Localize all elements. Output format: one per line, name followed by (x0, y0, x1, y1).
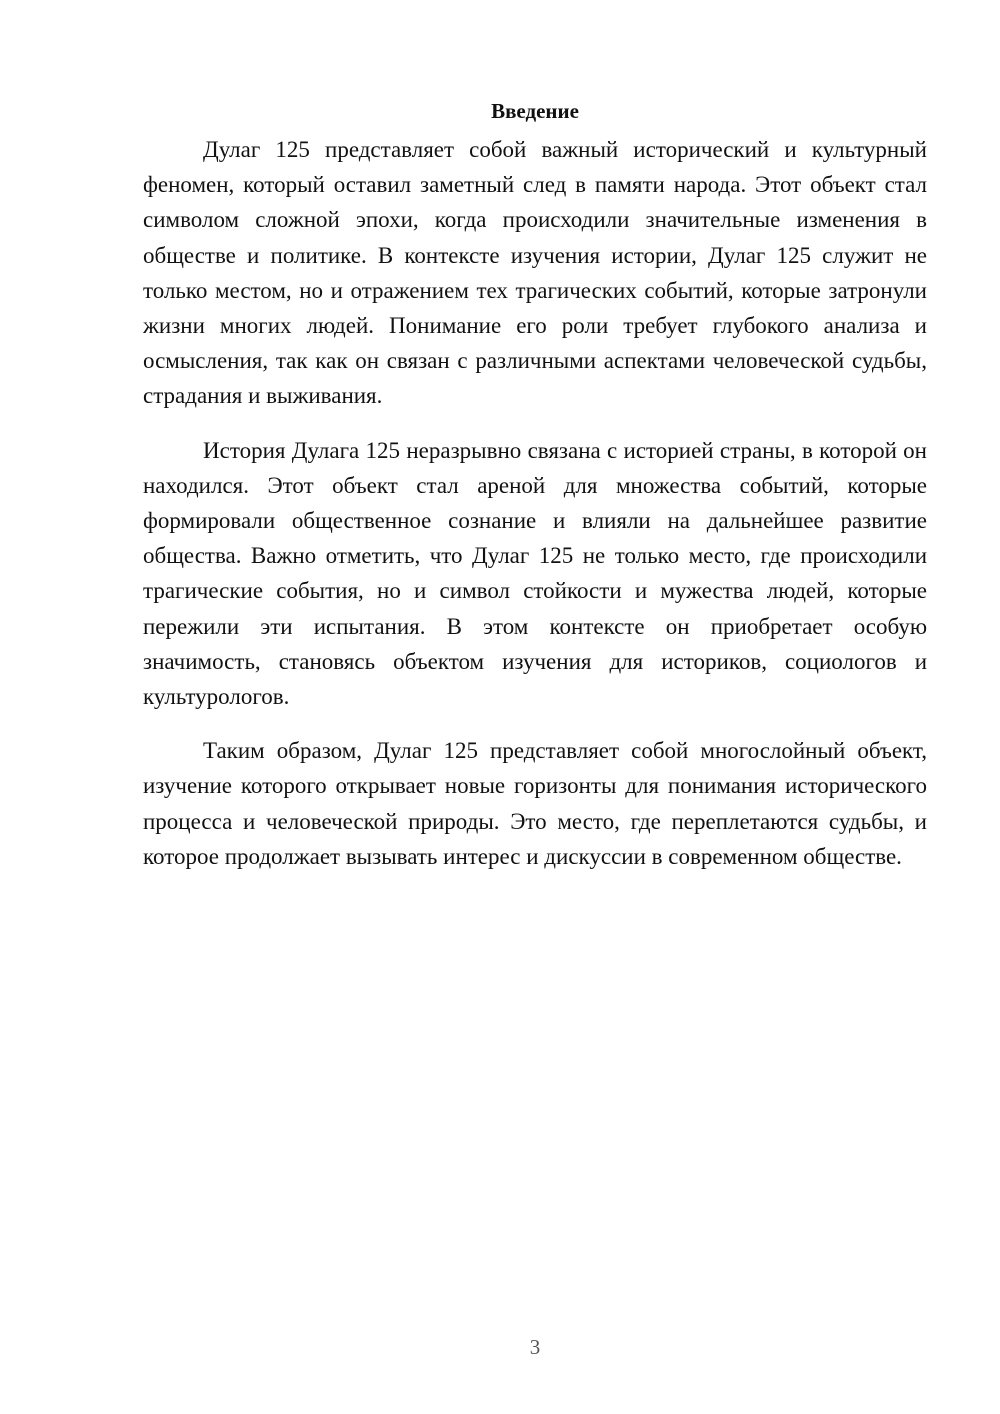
paragraph-2: История Дулага 125 неразрывно связана с историей страны, в которой он находился. Этот объект стал ареной для множества событий, которые формировали общественное сознание и влияли на дальнейшее развитие общества. Важно отметить, что Дулаг 125 не только место, где происходили трагические события, но и символ стойкости и мужества людей, которые пережили эти испытания. В этом контексте он приобретает особую значимость, становясь объектом изучения для историков, социологов и культурологов. (143, 437, 927, 710)
section-heading: Введение (491, 99, 579, 123)
paragraph-3: Таким образом, Дулаг 125 представляет собой многослойный объект, изучение которого открывает новые горизонты для понимания исторического процесса и человеческой природы. Это место, где переплетаются судьбы, и которое продолжает вызывать интерес и дискуссии в современном обществе. (143, 738, 927, 869)
page-number: 3 (529, 1335, 541, 1359)
page-content (143, 96, 927, 874)
paragraph-1: Дулаг 125 представляет собой важный исторический и культурный феномен, который оставил заметный след в памяти народа. Этот объект стал символом сложной эпохи, когда происходили значительные изменения в обществе и политике. В контексте изучения истории, Дулаг 125 служит не только местом, но и отражением тех трагических событий, которые затронули жизни многих людей. Понимание его роли требует глубокого анализа и осмысления, так как он связан с различными аспектами человеческой судьбы, страдания и выживания. (143, 137, 927, 409)
